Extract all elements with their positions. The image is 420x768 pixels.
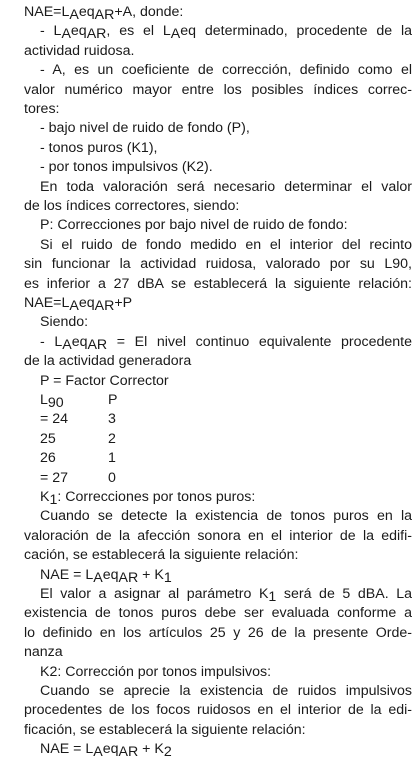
- text: : Correcciones por tonos puros:: [57, 489, 256, 506]
- formula-text: NAE=L: [24, 294, 70, 311]
- table-row: [24, 449, 412, 468]
- paragraph-line: - A, es un coeficiente de corrección, definido como el: [40, 62, 412, 79]
- paragraph-line: [24, 585, 412, 604]
- paragraph-line: Cuando se detecte la existencia de tonos puros en la: [40, 508, 412, 525]
- paragraph-line: existencia de tonos puros debe ser evaluada conforme a: [24, 605, 412, 622]
- paragraph-line: En toda valoración será necesario determinar el valor: [40, 178, 412, 195]
- text: El valor a asignar al parámetro K: [40, 586, 269, 603]
- table-row: [24, 430, 412, 449]
- table-cell: 2: [108, 430, 116, 447]
- paragraph-line: de los índices correctores, siendo:: [24, 198, 240, 214]
- table-cell: 25: [40, 430, 56, 447]
- text: = El nivel continuo equivalente procedente: [107, 333, 412, 350]
- subscript: A: [69, 297, 79, 314]
- list-item: - por tonos impulsivos (K2).: [40, 159, 213, 176]
- text: - L: [40, 333, 63, 350]
- subscript: AR: [94, 7, 115, 23]
- section-heading-k2: K2: Corrección por tonos impulsivos:: [40, 663, 272, 680]
- table-row: [24, 410, 412, 429]
- subscript: 1: [163, 569, 172, 586]
- definition-nivel-continuo: [24, 333, 412, 352]
- subscript: AR: [86, 26, 107, 42]
- formula-text: eq: [102, 741, 119, 758]
- paragraph-line: de la actividad generadora: [24, 353, 192, 370]
- paragraph-line: valor numérico mayor entre los posibles índices correc-: [24, 81, 412, 98]
- subscript: A: [93, 569, 103, 586]
- formula-nae-main: [24, 3, 412, 22]
- subscript: 90: [47, 395, 64, 411]
- formula-text: + K: [138, 566, 164, 583]
- list-item: - bajo nivel de ruido de fondo (P),: [40, 120, 250, 137]
- subscript: A: [62, 336, 72, 353]
- paragraph-line: sin funcionar la actividad ruidosa, valorado por su L90,: [24, 256, 412, 273]
- subscript: AR: [94, 297, 115, 314]
- text: L: [40, 392, 48, 408]
- paragraph-line: Cuando se aprecie la existencia de ruidos impulsivos: [40, 683, 412, 700]
- formula-text: + K: [138, 741, 164, 758]
- paragraph-line: Si el ruido de fondo medido en el interior del recinto: [40, 236, 412, 253]
- paragraph-line: actividad ruidosa.: [24, 42, 135, 59]
- paragraph-line: es inferior a 27 dBA se establecerá la siguiente relación:: [24, 275, 412, 292]
- table-cell: = 27: [40, 469, 69, 486]
- formula-text: NAE = L: [40, 566, 94, 583]
- subscript: A: [170, 26, 181, 42]
- paragraph-line: valoración de la afección sonora en el interior de la edifi-: [24, 527, 412, 544]
- subscript: 1: [49, 492, 58, 509]
- paragraph-line: ficación, se establecerá la siguiente relación:: [24, 721, 306, 738]
- table-row: [24, 469, 412, 488]
- paragraph-line: P = Factor Corrector: [40, 372, 169, 389]
- table-header: [24, 391, 412, 410]
- table-header-p: P: [108, 392, 118, 408]
- subscript: A: [61, 26, 71, 42]
- paragraph-line: tores:: [24, 100, 60, 117]
- subscript: AR: [118, 569, 139, 586]
- text: será de 5 dBA. La: [276, 586, 412, 603]
- table-cell: 3: [108, 411, 116, 428]
- text: eq determinado, procedente de la: [180, 23, 412, 40]
- subscript: A: [93, 744, 103, 761]
- paragraph-line: lo definido en los artículos 25 y 26 de la presente Orde-: [24, 624, 412, 641]
- section-heading-p: P: Correcciones por bajo nivel de ruido de fondo:: [40, 217, 348, 234]
- formula-text: eq: [78, 294, 95, 311]
- formula-nae-k1: [24, 566, 412, 585]
- section-heading-k1: [24, 488, 412, 507]
- formula-text: +P: [114, 294, 133, 311]
- subscript: AR: [118, 744, 139, 761]
- paragraph-line: nanza: [24, 644, 63, 661]
- text: eq: [70, 23, 87, 40]
- subscript: A: [69, 7, 79, 23]
- formula-text: eq: [78, 4, 95, 20]
- table-cell: 0: [108, 469, 116, 486]
- formula-text: NAE = L: [40, 741, 94, 758]
- text: eq: [71, 333, 88, 350]
- text: - L: [40, 23, 62, 40]
- paragraph-line: Siendo:: [40, 314, 89, 331]
- subscript: AR: [87, 336, 108, 353]
- formula-text: NAE=L: [24, 4, 70, 20]
- paragraph-line: procedentes de los focos ruidosos en el interior de la edi-: [24, 702, 412, 719]
- text: , es el L: [106, 23, 171, 40]
- formula-text: eq: [102, 566, 119, 583]
- table-cell: 26: [40, 450, 56, 467]
- table-cell: = 24: [40, 411, 69, 428]
- subscript: 1: [268, 589, 277, 605]
- list-item: - tonos puros (K1),: [40, 139, 158, 156]
- paragraph-line: cación, se establecerá la siguiente relación:: [24, 547, 299, 564]
- formula-nae-p: [24, 294, 412, 313]
- text: K: [40, 489, 50, 506]
- formula-nae-k2: [24, 740, 412, 759]
- definition-laeqar: [24, 22, 412, 41]
- subscript: 2: [163, 744, 172, 761]
- table-header-l90: [40, 391, 108, 410]
- formula-text: +A, donde:: [114, 4, 184, 20]
- table-cell: 1: [108, 450, 116, 467]
